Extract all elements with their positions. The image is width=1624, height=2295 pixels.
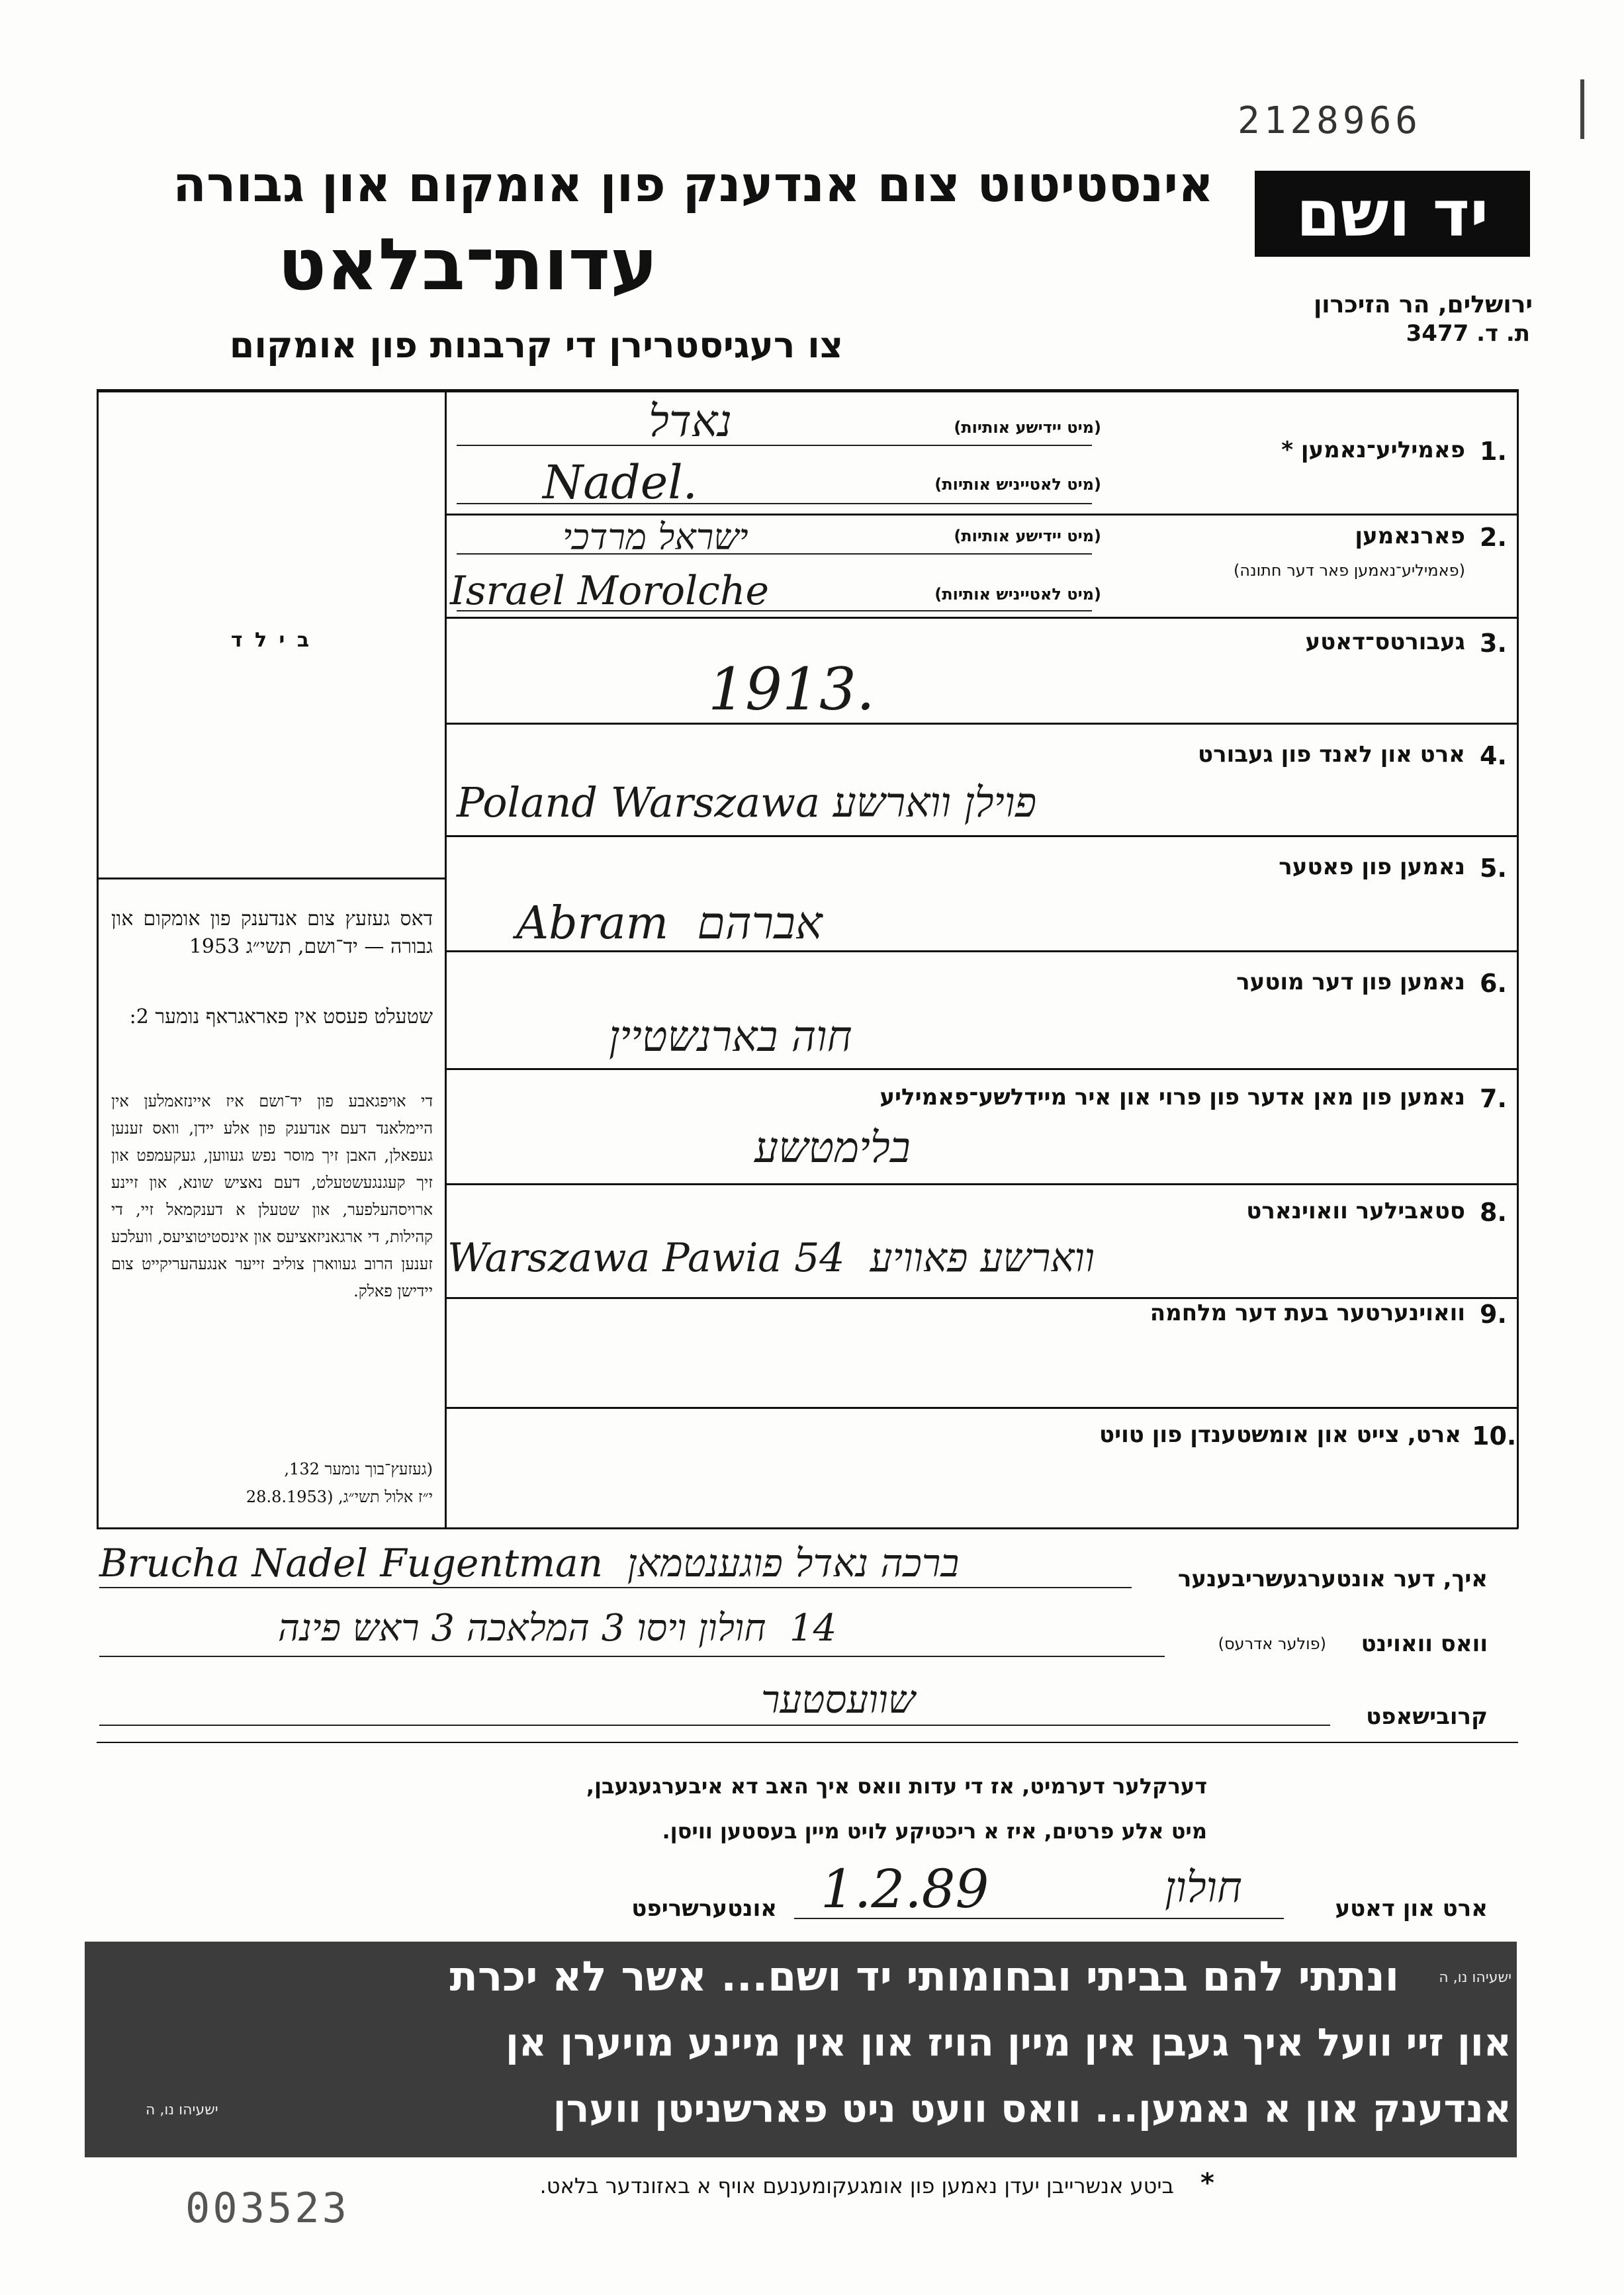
field-number: 7.: [1480, 1084, 1507, 1113]
footnote: ביטע אנשרייבן יעדן נאמען פון אומגעקומענעם אויף א באזונדער בלאט.: [539, 2173, 1174, 2198]
address-line-2: ת. ד. 3477: [1406, 320, 1530, 347]
serial-number: 2128966: [1238, 99, 1422, 142]
frame-left: [97, 389, 99, 1529]
row-sep: [445, 617, 1518, 619]
address-hint: (פולער אדרעס): [1218, 1635, 1326, 1653]
field-label-mother-name: נאמען פון דער מוטער: [1236, 969, 1465, 995]
row-sep: [445, 950, 1518, 952]
hint-latin: (מיט לאטייניש אותיות): [934, 585, 1101, 604]
place-value[interactable]: חולון: [1165, 1864, 1242, 1912]
field-label-death-details: ארט, צייט און אומשטענדן פון טויט: [1099, 1421, 1461, 1448]
address-value[interactable]: 14 חולון ויסו 3 המלאכה 3 ראש פינה: [278, 1607, 837, 1650]
legal-law-title: דאס געזעץ צום אנדענק פון אומקום און גבורה — יד־ושם, תשי״ג 1953: [111, 907, 433, 958]
birth-date-value[interactable]: 1913.: [708, 655, 875, 723]
legal-paragraph-ref: שטעלט פעסט אין פאראגראף נומער 2:: [129, 1005, 433, 1028]
field-label-birth-date: געבורטס־דאטע: [1305, 629, 1465, 655]
edge-mark: [1580, 79, 1584, 139]
institute-title: אינסטיטוט צום אנדענק פון אומקום און גבורה: [173, 156, 1214, 213]
row-sep: [445, 723, 1518, 725]
address-label: וואס וואוינט: [1361, 1631, 1488, 1657]
field-number: 5.: [1480, 854, 1507, 883]
frame-right: [1517, 389, 1519, 1529]
field-label-residence: סטאבילער וואוינארט: [1246, 1198, 1465, 1224]
date-value[interactable]: 1.2.89: [821, 1858, 989, 1920]
field-label-first-name: פארנאמען: [1355, 523, 1465, 549]
submitter-name-value[interactable]: Brucha Nadel Fugentman ברכה נאדל פוגענטמאן: [99, 1541, 960, 1586]
family-name-latin-value[interactable]: Nadel.: [543, 455, 698, 510]
photo-label: ב י ל ד: [230, 629, 312, 652]
place-date-label: ארט און דאטע: [1335, 1895, 1488, 1922]
spouse-name-value[interactable]: בלימטשע: [754, 1124, 911, 1173]
section-divider: [97, 1742, 1518, 1743]
row-sep: [445, 514, 1518, 516]
family-name-yiddish-value[interactable]: נאדל: [649, 396, 733, 447]
yad-vashem-logo: יד ושם: [1255, 171, 1530, 257]
field-number: 9.: [1480, 1300, 1507, 1329]
hint-yiddish: (מיט יידישע אותיות): [954, 418, 1101, 437]
field-number: 2.: [1480, 523, 1507, 552]
mother-name-value[interactable]: חוה בארנשטיין: [609, 1012, 852, 1061]
relation-value[interactable]: שוועסטער: [761, 1677, 915, 1722]
field-number: 1.: [1480, 437, 1507, 466]
banner-line-1: ונתתי להם בביתי ובחומותי יד ושם... אשר לא יכרת: [449, 1952, 1399, 2001]
field-label-family-name: פאמיליע־נאמען *: [1281, 437, 1465, 463]
banner-line-3: אנדענק און א נאמען... וואס וועט ניט פארשניטן ווערן: [553, 2086, 1511, 2131]
field-number: 6.: [1480, 969, 1507, 998]
row-sep: [445, 1297, 1518, 1299]
form-subtitle: צו רעגיסטרירן די קרבנות פון אומקום: [229, 324, 843, 366]
birthplace-value[interactable]: Poland Warszawa פוילן ווארשע: [457, 778, 1037, 827]
residence-value[interactable]: Warszawa Pawia 54 ווארשע פאוויע: [447, 1235, 1095, 1281]
first-name-latin-value[interactable]: Israel Morolche: [450, 568, 770, 614]
banner-line-2: און זיי וועל איך געבן אין מיין הויז און אין מיינע מויערן אן: [505, 2020, 1511, 2065]
photo-box-bottom: [97, 878, 446, 879]
field-number: 10.: [1472, 1421, 1517, 1451]
submitter-label: איך, דער אונטערגעשריבענער: [1177, 1566, 1488, 1592]
row-sep: [445, 1183, 1518, 1185]
row-sep: [445, 1407, 1518, 1409]
field-label-spouse-name: נאמען פון מאן אדער פון פרוי און איר מיידלשע־פאמיליע: [880, 1084, 1465, 1110]
field-number: 3.: [1480, 629, 1507, 658]
frame-top: [97, 389, 1518, 392]
banner-line-1-ref: ישעיהו נו, ה: [1439, 1969, 1511, 1986]
field-note-maiden-name: (פאמיליע־נאמען פאר דער חתונה): [1233, 561, 1465, 580]
legal-citation-2: י״ז אלול תשי״ג, (28.8.1953: [246, 1488, 433, 1506]
form-title: עדות־בלאט: [277, 224, 658, 306]
field-label-birthplace: ארט און לאנד פון געבורט: [1198, 741, 1465, 768]
father-name-value[interactable]: Abram אברהם: [516, 897, 823, 950]
row-sep: [445, 835, 1518, 837]
field-label-wartime-residence: וואוינערטער בעת דער מלחמה: [1150, 1300, 1465, 1326]
field-label-father-name: נאמען פון פאטער: [1279, 854, 1465, 880]
legal-body: די אויפגאבע פון יד־ושם איז איינזאמלען אין היימלאנד דעם אנדענק פון אלע יידן, וואס זענען געפאלן, האבן זיך מוסר נפש געווען, געקעמפט און זיך קעגנגעשטעלט, דעם נאציש שונא, און זיינע ארויסהעלפער, און שטעלן א דענקמאל זיי, די קהילות, די ארגאניזאציעס און אינסטיטוציעס, וועלכע זענען הרוב געווארן צוליב זייער אנגעהעריקייט צום יידישן פאלק.: [111, 1092, 433, 1300]
banner-line-3-ref: ישעיהו נו, ה: [146, 2102, 218, 2118]
legal-citation-1: (געזעץ־בוך נומער 132,: [284, 1460, 433, 1478]
declaration-line-2: מיט אלע פרטים, איז א ריכטיקע לויט מיין בעסטען וויסן.: [662, 1819, 1207, 1844]
column-divider: [445, 389, 447, 1529]
frame-bottom: [97, 1527, 1518, 1529]
stamp-number: 003523: [185, 2184, 349, 2232]
footnote-star: *: [1200, 2168, 1214, 2198]
relation-label: קרובישאפט: [1366, 1703, 1488, 1730]
declaration-line-1: דערקלער דערמיט, אז די עדות וואס איך האב דא איבערגעגעבן,: [586, 1774, 1207, 1799]
first-name-yiddish-value[interactable]: ישראל מרדכי: [563, 516, 748, 558]
row-sep: [445, 1068, 1518, 1070]
hint-latin: (מיט לאטייניש אותיות): [934, 475, 1101, 494]
address-line-1: ירושלים, הר הזיכרון: [1313, 291, 1533, 318]
field-number: 4.: [1480, 741, 1507, 770]
hint-yiddish: (מיט יידישע אותיות): [954, 527, 1101, 545]
field-number: 8.: [1480, 1198, 1507, 1227]
signature-label: אונטערשריפט: [631, 1895, 777, 1922]
